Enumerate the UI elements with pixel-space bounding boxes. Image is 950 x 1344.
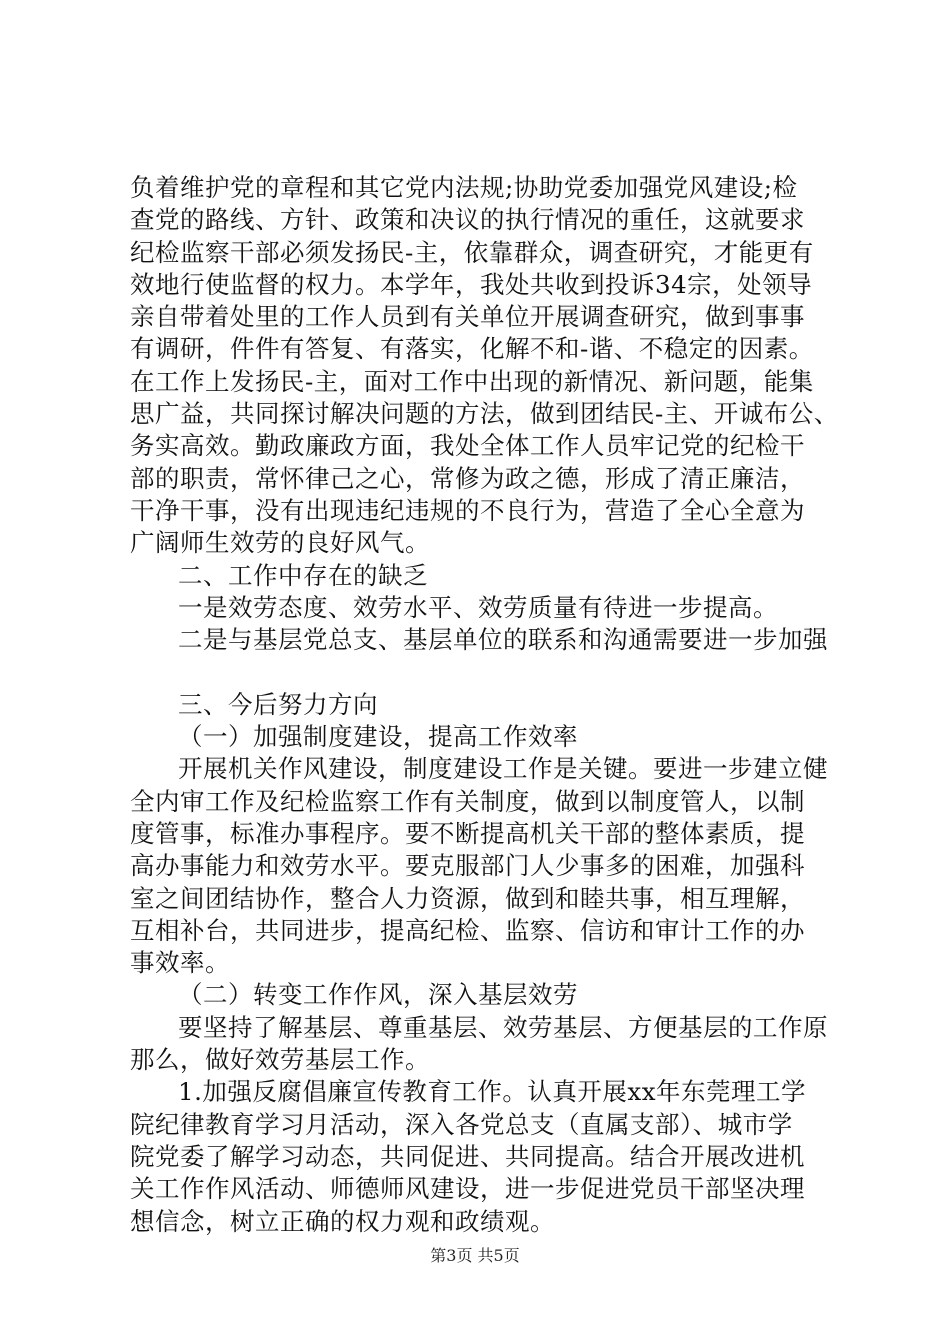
paragraph-line: 在工作上发扬民-主，面对工作中出现的新情况、新问题，能集 [130,366,814,396]
paragraph-line: 二是与基层党总支、基层单位的联系和沟通需要进一步加强 [178,625,828,655]
section-heading: 三、今后努力方向 [178,689,378,719]
paragraph-line: 互相补台，共同进步，提高纪检、监察、信访和审计工作的办 [130,915,805,945]
paragraph-line: 1.加强反腐倡廉宣传教育工作。认真开展xx年东莞理工学 [178,1077,807,1107]
page-number-label: 第3页 共5页 [430,1246,520,1265]
paragraph-line: 全内审工作及纪检监察工作有关制度，做到以制度管人，以制 [130,786,805,816]
paragraph-line: 院党委了解学习动态，共同促进、共同提高。结合开展改进机 [130,1141,805,1171]
paragraph-line: 亲自带着处里的工作人员到有关单位开展调查研究，做到事事 [130,302,805,332]
paragraph-line: 务实高效。勤政廉政方面，我处全体工作人员牢记党的纪检干 [130,431,805,461]
subsection-heading: （二）转变工作作风，深入基层效劳 [178,980,578,1010]
document-body [130,172,839,1238]
paragraph-line: 要坚持了解基层、尊重基层、效劳基层、方便基层的工作原 [178,1012,828,1042]
paragraph-line: 那么，做好效劳基层工作。 [130,1045,430,1075]
paragraph-line: 部的职责，常怀律己之心，常修为政之德，形成了清正廉洁， [130,463,805,493]
paragraph-line: 广阔师生效劳的良好风气。 [130,528,430,558]
paragraph-line: 室之间团结协作，整合人力资源，做到和睦共事，相互理解， [130,883,805,913]
paragraph-line: 开展机关作风建设，制度建设工作是关键。要进一步建立健 [178,754,828,784]
subsection-heading: （一）加强制度建设，提高工作效率 [178,722,578,752]
blank-line [130,656,830,688]
paragraph-line: 一是效劳态度、效劳水平、效劳质量有待进一步提高。 [178,592,778,622]
paragraph-line: 有调研，件件有答复、有落实，化解不和-谐、不稳定的因素。 [130,334,814,364]
paragraph-line: 关工作作风活动、师德师风建设，进一步促进党员干部坚决理 [130,1174,805,1204]
page-footer [0,1246,950,1266]
section-heading: 二、工作中存在的缺乏 [178,560,428,590]
paragraph-line: 效地行使监督的权力。本学年，我处共收到投诉34宗，处领导 [130,269,813,299]
paragraph-line: 干净干事，没有出现违纪违规的不良行为，营造了全心全意为 [130,495,805,525]
paragraph-line: 度管事，标准办事程序。要不断提高机关干部的整体素质，提 [130,818,805,848]
paragraph-line: 事效率。 [130,948,230,978]
paragraph-line: 院纪律教育学习月活动，深入各党总支（直属支部）、城市学 [130,1109,793,1139]
paragraph-line: 思广益，共同探讨解决问题的方法，做到团结民-主、开诚布公、 [130,399,839,429]
paragraph-line: 负着维护党的章程和其它党内法规;协助党委加强党风建设;检 [130,173,798,202]
paragraph-line: 想信念，树立正确的权力观和政绩观。 [130,1206,555,1236]
paragraph-line: 查党的路线、方针、政策和决议的执行情况的重任，这就要求 [130,205,805,235]
paragraph-line: 高办事能力和效劳水平。要克服部门人少事多的困难，加强科 [130,851,805,881]
paragraph-line: 纪检监察干部必须发扬民-主，依靠群众，调查研究，才能更有 [130,237,814,267]
